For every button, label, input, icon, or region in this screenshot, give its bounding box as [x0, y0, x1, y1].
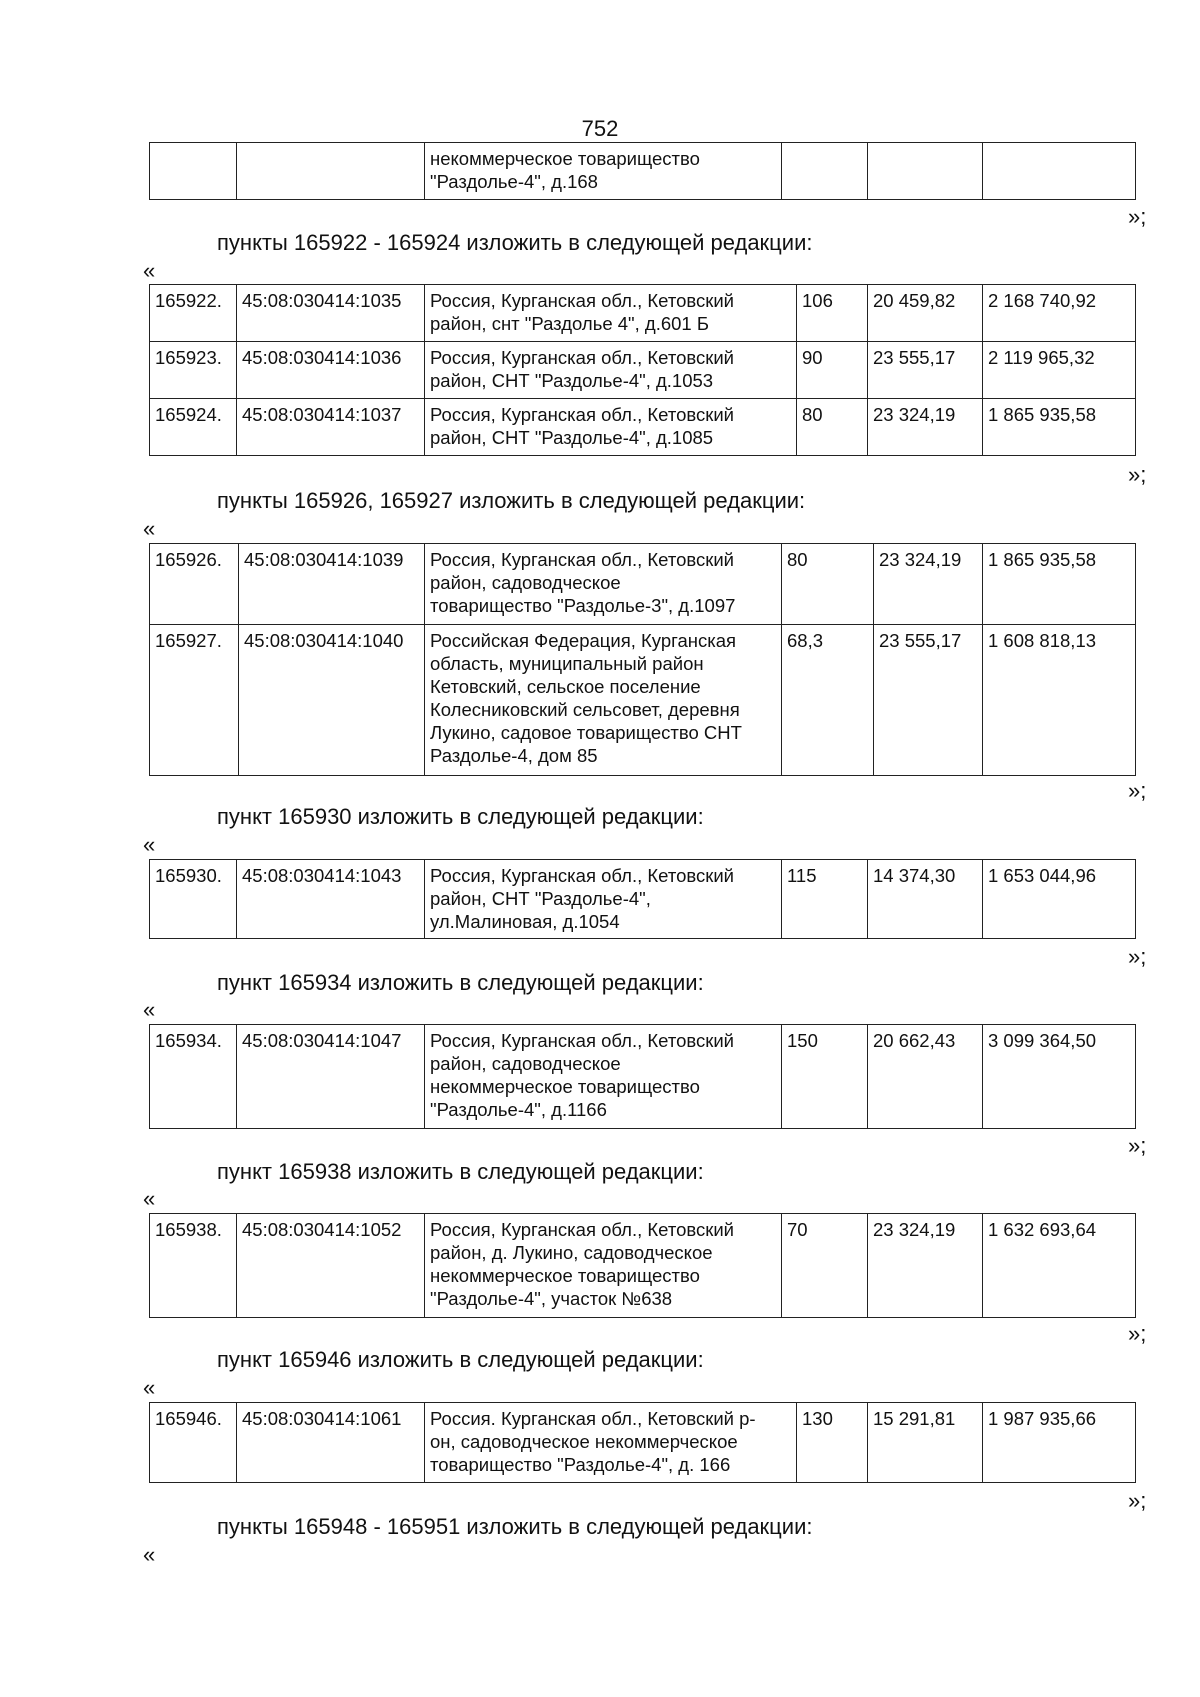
amendment-heading: пункты 165948 - 165951 изложить в следующей редакции:	[217, 1514, 813, 1539]
continuation-table	[149, 142, 1136, 200]
amendment-heading: пункт 165930 изложить в следующей редакции:	[217, 804, 704, 829]
cell-area	[782, 143, 868, 200]
closing-quote: »;	[1128, 1321, 1147, 1346]
cell-cadastral: 45:08:030414:1047	[237, 1025, 425, 1129]
cell-value: 1 632 693,64	[983, 1214, 1136, 1318]
cell-price: 14 374,30	[868, 860, 983, 939]
table-row	[150, 285, 1136, 342]
table-row	[150, 1403, 1136, 1483]
cell-area: 70	[782, 1214, 868, 1318]
cell-price: 20 662,43	[868, 1025, 983, 1129]
amendment-heading: пункт 165946 изложить в следующей редакции:	[217, 1347, 704, 1372]
closing-quote: »;	[1128, 1133, 1147, 1158]
opening-quote: «	[143, 258, 156, 283]
cell-price: 23 324,19	[874, 544, 983, 625]
cell-cadastral: 45:08:030414:1039	[239, 544, 425, 625]
cell-number: 165934.	[150, 1025, 237, 1129]
cell-area: 80	[782, 544, 874, 625]
cell-cadastral: 45:08:030414:1037	[237, 399, 425, 456]
cell-value: 2 168 740,92	[983, 285, 1136, 342]
amendment-table	[149, 543, 1136, 776]
cell-area: 80	[797, 399, 868, 456]
cell-address: Россия, Курганская обл., Кетовский район, СНТ "Раздолье-4", д.1053	[425, 342, 797, 399]
closing-quote: »;	[1128, 204, 1147, 229]
cell-cadastral: 45:08:030414:1061	[237, 1403, 425, 1483]
opening-quote: «	[143, 1186, 156, 1211]
cell-cadastral: 45:08:030414:1052	[237, 1214, 425, 1318]
amendment-table	[149, 284, 1136, 456]
cell-number: 165923.	[150, 342, 237, 399]
opening-quote: «	[143, 1542, 156, 1567]
amendment-table	[149, 1213, 1136, 1318]
cell-number: 165924.	[150, 399, 237, 456]
cell-price: 23 324,19	[868, 399, 983, 456]
cell-area: 68,3	[782, 625, 874, 776]
table-row	[150, 860, 1136, 939]
table-row	[150, 1214, 1136, 1318]
cell-price: 15 291,81	[868, 1403, 983, 1483]
cell-number	[150, 143, 237, 200]
amendment-table	[149, 1402, 1136, 1483]
table-row	[150, 143, 1136, 200]
amendment-heading: пункты 165926, 165927 изложить в следующей редакции:	[217, 488, 806, 513]
cell-address: Россия, Курганская обл., Кетовский район, СНТ "Раздолье-4", ул.Малиновая, д.1054	[425, 860, 782, 939]
cell-value: 1 987 935,66	[983, 1403, 1136, 1483]
cell-address: Россия, Курганская обл., Кетовский район, СНТ "Раздолье-4", д.1085	[425, 399, 797, 456]
opening-quote: «	[143, 1375, 156, 1400]
closing-quote: »;	[1128, 462, 1147, 487]
cell-cadastral: 45:08:030414:1036	[237, 342, 425, 399]
amendment-heading: пункты 165922 - 165924 изложить в следующей редакции:	[217, 230, 813, 255]
cell-cadastral	[237, 143, 425, 200]
table-row	[150, 399, 1136, 456]
cell-area: 130	[797, 1403, 868, 1483]
cell-number: 165946.	[150, 1403, 237, 1483]
cell-address: Россия, Курганская обл., Кетовский район, садоводческое товарищество "Раздолье-3", д.1097	[425, 544, 782, 625]
table-row	[150, 544, 1136, 625]
amendment-heading: пункт 165938 изложить в следующей редакции:	[217, 1159, 704, 1184]
cell-cadastral: 45:08:030414:1040	[239, 625, 425, 776]
cell-cadastral: 45:08:030414:1043	[237, 860, 425, 939]
amendment-heading: пункт 165934 изложить в следующей редакции:	[217, 970, 704, 995]
opening-quote: «	[143, 997, 156, 1022]
cell-value: 1 608 818,13	[983, 625, 1136, 776]
closing-quote: »;	[1128, 778, 1147, 803]
cell-number: 165938.	[150, 1214, 237, 1318]
cell-area: 115	[782, 860, 868, 939]
cell-value: 1 653 044,96	[983, 860, 1136, 939]
amendment-table	[149, 1024, 1136, 1129]
cell-price: 23 555,17	[868, 342, 983, 399]
cell-value: 2 119 965,32	[983, 342, 1136, 399]
amendment-table	[149, 859, 1136, 939]
cell-price	[868, 143, 983, 200]
cell-address: Российская Федерация, Курганская область, муниципальный район Кетовский, сельское поселение Колесниковский сельсовет, деревня Лукино, садовое товарищество СНТ Раздолье-4, дом 85	[425, 625, 782, 776]
opening-quote: «	[143, 832, 156, 857]
cell-address: Россия, Курганская обл., Кетовский район, д. Лукино, садоводческое некоммерческое товарищество "Раздолье-4", участок №638	[425, 1214, 782, 1318]
table-row	[150, 1025, 1136, 1129]
table-row	[150, 625, 1136, 776]
cell-address: некоммерческое товарищество "Раздолье-4", д.168	[425, 143, 782, 200]
closing-quote: »;	[1128, 944, 1147, 969]
table-row	[150, 342, 1136, 399]
cell-value: 1 865 935,58	[983, 399, 1136, 456]
cell-area: 150	[782, 1025, 868, 1129]
cell-address: Россия. Курганская обл., Кетовский р- он, садоводческое некоммерческое товарищество "Раздолье-4", д. 166	[425, 1403, 797, 1483]
cell-value	[983, 143, 1136, 200]
cell-number: 165922.	[150, 285, 237, 342]
cell-area: 106	[797, 285, 868, 342]
opening-quote: «	[143, 516, 156, 541]
page-number: 752	[581, 116, 619, 141]
cell-value: 1 865 935,58	[983, 544, 1136, 625]
cell-area: 90	[797, 342, 868, 399]
cell-address: Россия, Курганская обл., Кетовский район, садоводческое некоммерческое товарищество "Раздолье-4", д.1166	[425, 1025, 782, 1129]
cell-price: 20 459,82	[868, 285, 983, 342]
cell-address: Россия, Курганская обл., Кетовский район, снт "Раздолье 4", д.601 Б	[425, 285, 797, 342]
cell-value: 3 099 364,50	[983, 1025, 1136, 1129]
cell-number: 165926.	[150, 544, 239, 625]
closing-quote: »;	[1128, 1488, 1147, 1513]
cell-cadastral: 45:08:030414:1035	[237, 285, 425, 342]
cell-price: 23 324,19	[868, 1214, 983, 1318]
cell-number: 165927.	[150, 625, 239, 776]
cell-number: 165930.	[150, 860, 237, 939]
cell-price: 23 555,17	[874, 625, 983, 776]
